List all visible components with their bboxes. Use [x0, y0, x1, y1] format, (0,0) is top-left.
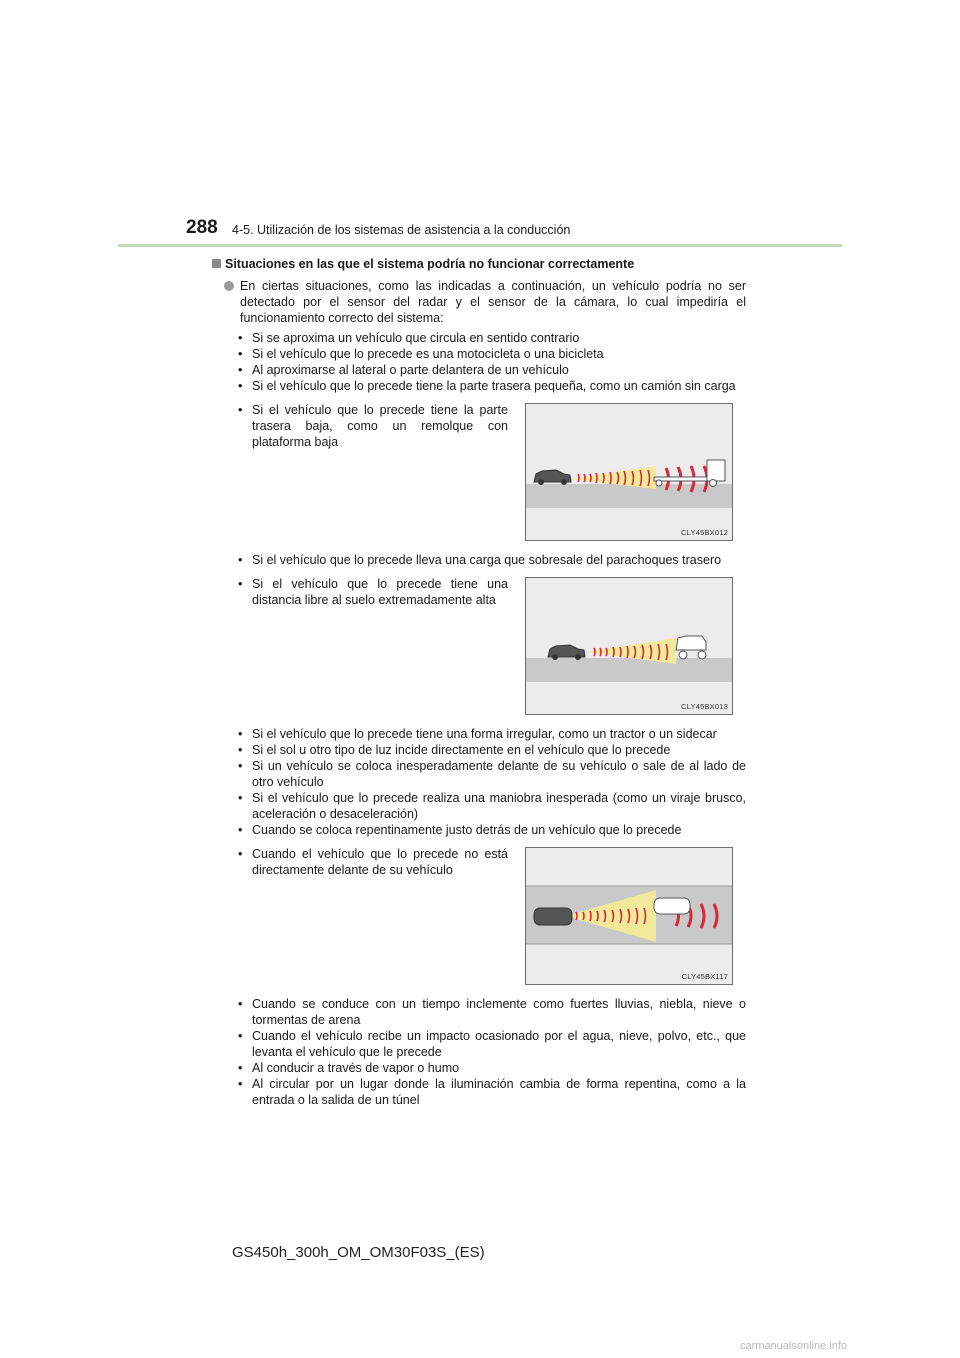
- figure-offset-vehicle: [525, 847, 733, 985]
- list-item: • Si se aproxima un vehículo que circula en sentido contrario: [238, 330, 746, 346]
- list-item: • Si el vehículo que lo precede tiene la parte trasera pequeña, como un camión sin carga: [238, 378, 746, 394]
- list-d: [238, 576, 508, 608]
- figure-code: CLY45BX013: [681, 702, 728, 711]
- footer-model-code: GS450h_300h_OM_OM30F03S_(ES): [232, 1244, 485, 1261]
- section-heading-text: Situaciones en las que el sistema podría no funcionar correctamente: [225, 257, 635, 271]
- figure-code: CLY45BX012: [681, 528, 728, 537]
- list-c: [238, 552, 746, 568]
- list-e: [238, 726, 746, 838]
- list-f: [238, 846, 508, 878]
- page-number: 288: [186, 217, 218, 238]
- figure-code: CLY45BX117: [681, 972, 728, 981]
- list-item: • Si el sol u otro tipo de luz incide directamente en el vehículo que lo precede: [238, 742, 746, 758]
- section-heading: [212, 257, 634, 271]
- list-item: • Cuando se coloca repentinamente justo detrás de un vehículo que lo precede: [238, 822, 746, 838]
- figure-low-trailer: [525, 403, 733, 541]
- square-bullet-icon: [212, 259, 221, 268]
- watermark: carmanualsonline.info: [740, 1340, 848, 1352]
- list-item: • Cuando se conduce con un tiempo inclemente como fuertes lluvias, niebla, nieve o tormentas de arena: [238, 996, 746, 1028]
- list-item: • Si un vehículo se coloca inesperadamente delante de su vehículo o sale de al lado de otro vehículo: [238, 758, 746, 790]
- list-item: • Al circular por un lugar donde la iluminación cambia de forma repentina, como a la entrada o la salida de un túnel: [238, 1076, 746, 1108]
- header-rule: [118, 244, 842, 247]
- list-item: • Cuando el vehículo que lo precede no está directamente delante de su vehículo: [238, 846, 508, 878]
- list-a: [238, 330, 746, 394]
- list-item: • Al aproximarse al lateral o parte delantera de un vehículo: [238, 362, 746, 378]
- list-item: • Al conducir a través de vapor o humo: [238, 1060, 746, 1076]
- figure-high-clearance: [525, 577, 733, 715]
- list-item: • Si el vehículo que lo precede lleva una carga que sobresale del parachoques trasero: [238, 552, 746, 568]
- intro-text: En ciertas situaciones, como las indicadas a continuación, un vehículo podría no ser detectado por el sensor del radar y el sensor de la cámara, lo cual impediría el funcionamiento correcto del sistema:: [240, 279, 746, 325]
- intro-paragraph: [224, 278, 746, 326]
- list-g: [238, 996, 746, 1108]
- list-item: • Si el vehículo que lo precede es una motocicleta o una bicicleta: [238, 346, 746, 362]
- circle-bullet-icon: [224, 281, 234, 291]
- list-item: • Cuando el vehículo recibe un impacto ocasionado por el agua, nieve, polvo, etc., que levanta el vehículo que le precede: [238, 1028, 746, 1060]
- list-b: [238, 402, 508, 450]
- list-item: • Si el vehículo que lo precede realiza una maniobra inesperada (como un viraje brusco, aceleración o desaceleración): [238, 790, 746, 822]
- list-item: • Si el vehículo que lo precede tiene la parte trasera baja, como un remolque con plataforma baja: [238, 402, 508, 450]
- section-title: 4-5. Utilización de los sistemas de asistencia a la conducción: [232, 223, 571, 237]
- list-item: • Si el vehículo que lo precede tiene una forma irregular, como un tractor o un sidecar: [238, 726, 746, 742]
- list-item: • Si el vehículo que lo precede tiene una distancia libre al suelo extremadamente alta: [238, 576, 508, 608]
